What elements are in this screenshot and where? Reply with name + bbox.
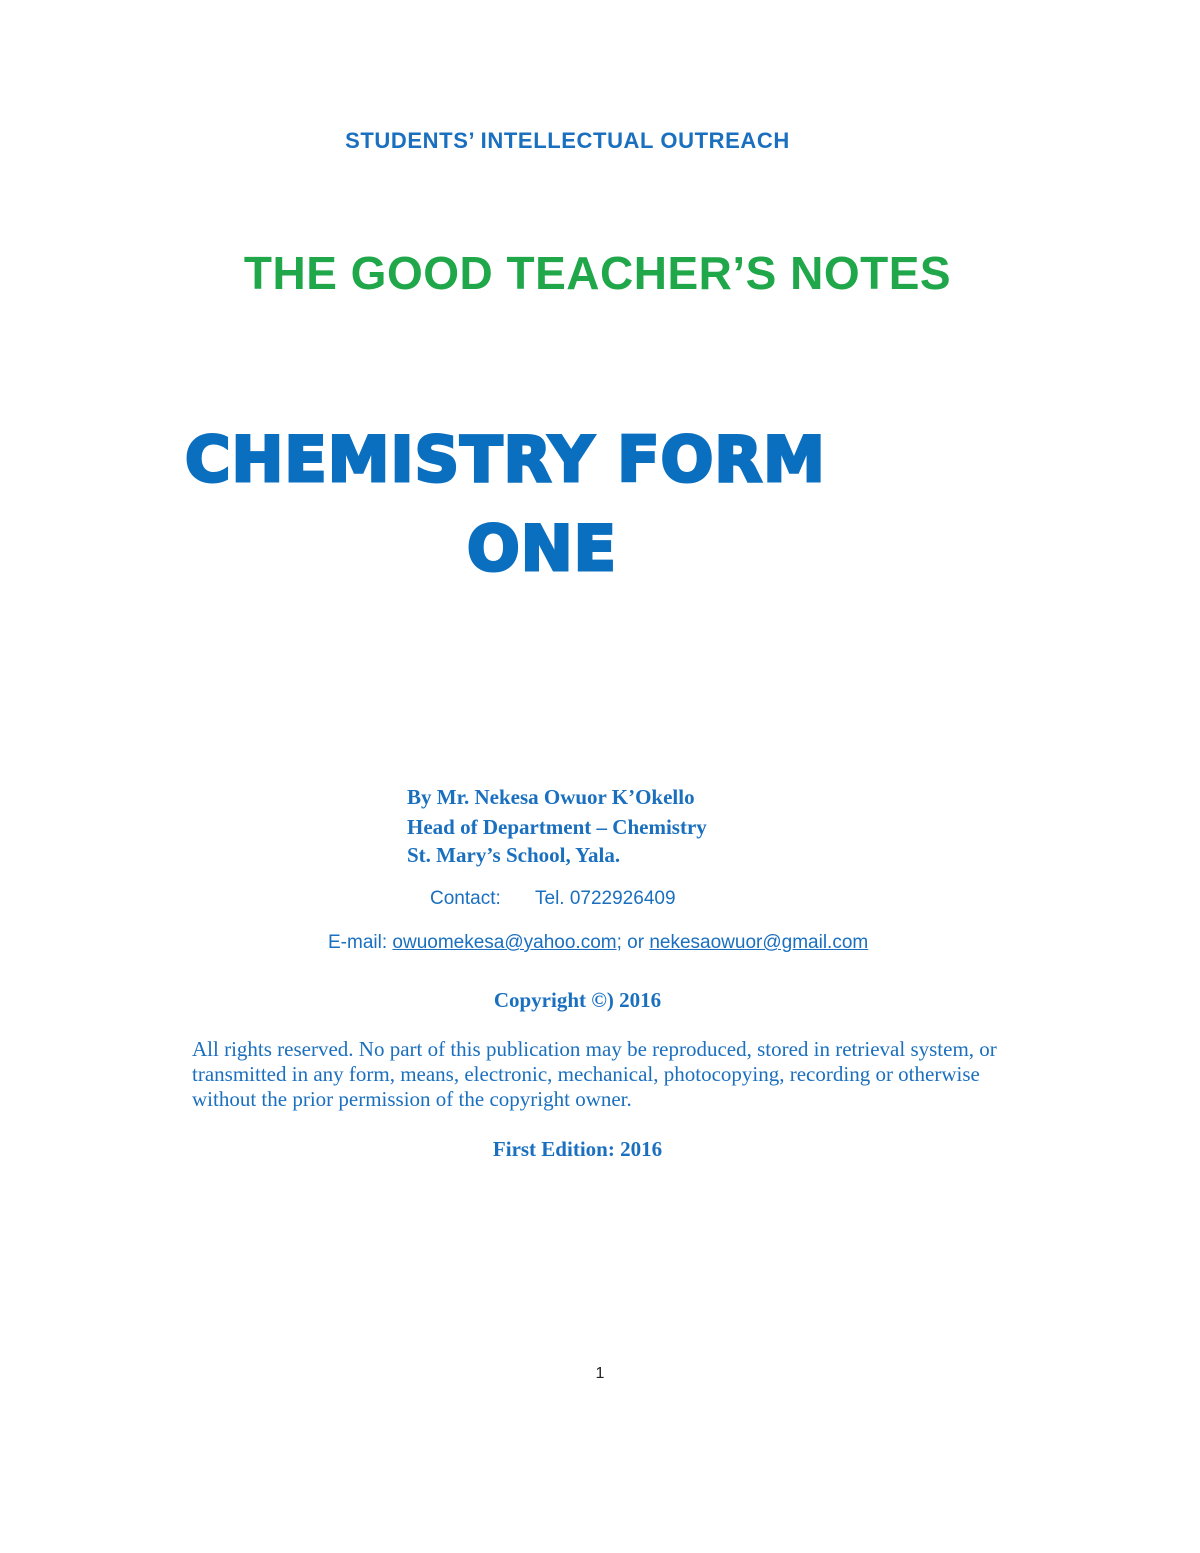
author-school: St. Mary’s School, Yala.	[407, 843, 621, 867]
main-title-line2: ONE	[467, 512, 617, 585]
edition-notice: First Edition: 2016	[492, 1137, 663, 1161]
email-row	[328, 932, 868, 954]
copyright-notice: Copyright ©) 2016	[493, 988, 662, 1012]
contact-tel: Tel. 0722926409	[535, 888, 676, 909]
main-title-line1: CHEMISTRY FORM	[185, 423, 826, 496]
contact-row	[430, 888, 676, 910]
contact-label: Contact:	[430, 888, 501, 909]
rights-paragraph: All rights reserved. No part of this publication may be reproduced, stored in retrieval system, or transmitted in any form, means, electronic, mechanical, photocopying, recording or otherwise without the prior permission of the copyright owner.	[192, 1037, 997, 1111]
email-separator: ; or	[616, 932, 645, 953]
email-link-yahoo[interactable]: owuomekesa@yahoo.com	[392, 932, 617, 953]
page-number: 1	[595, 1365, 605, 1382]
email-label: E-mail:	[328, 932, 388, 953]
series-title: THE GOOD TEACHER’S NOTES	[243, 247, 952, 299]
author-byline: By Mr. Nekesa Owuor K’Okello	[407, 785, 695, 809]
organization-heading: STUDENTS’ INTELLECTUAL OUTREACH	[345, 128, 790, 153]
author-position: Head of Department – Chemistry	[407, 815, 707, 839]
email-link-gmail[interactable]: nekesaowuor@gmail.com	[649, 932, 869, 953]
